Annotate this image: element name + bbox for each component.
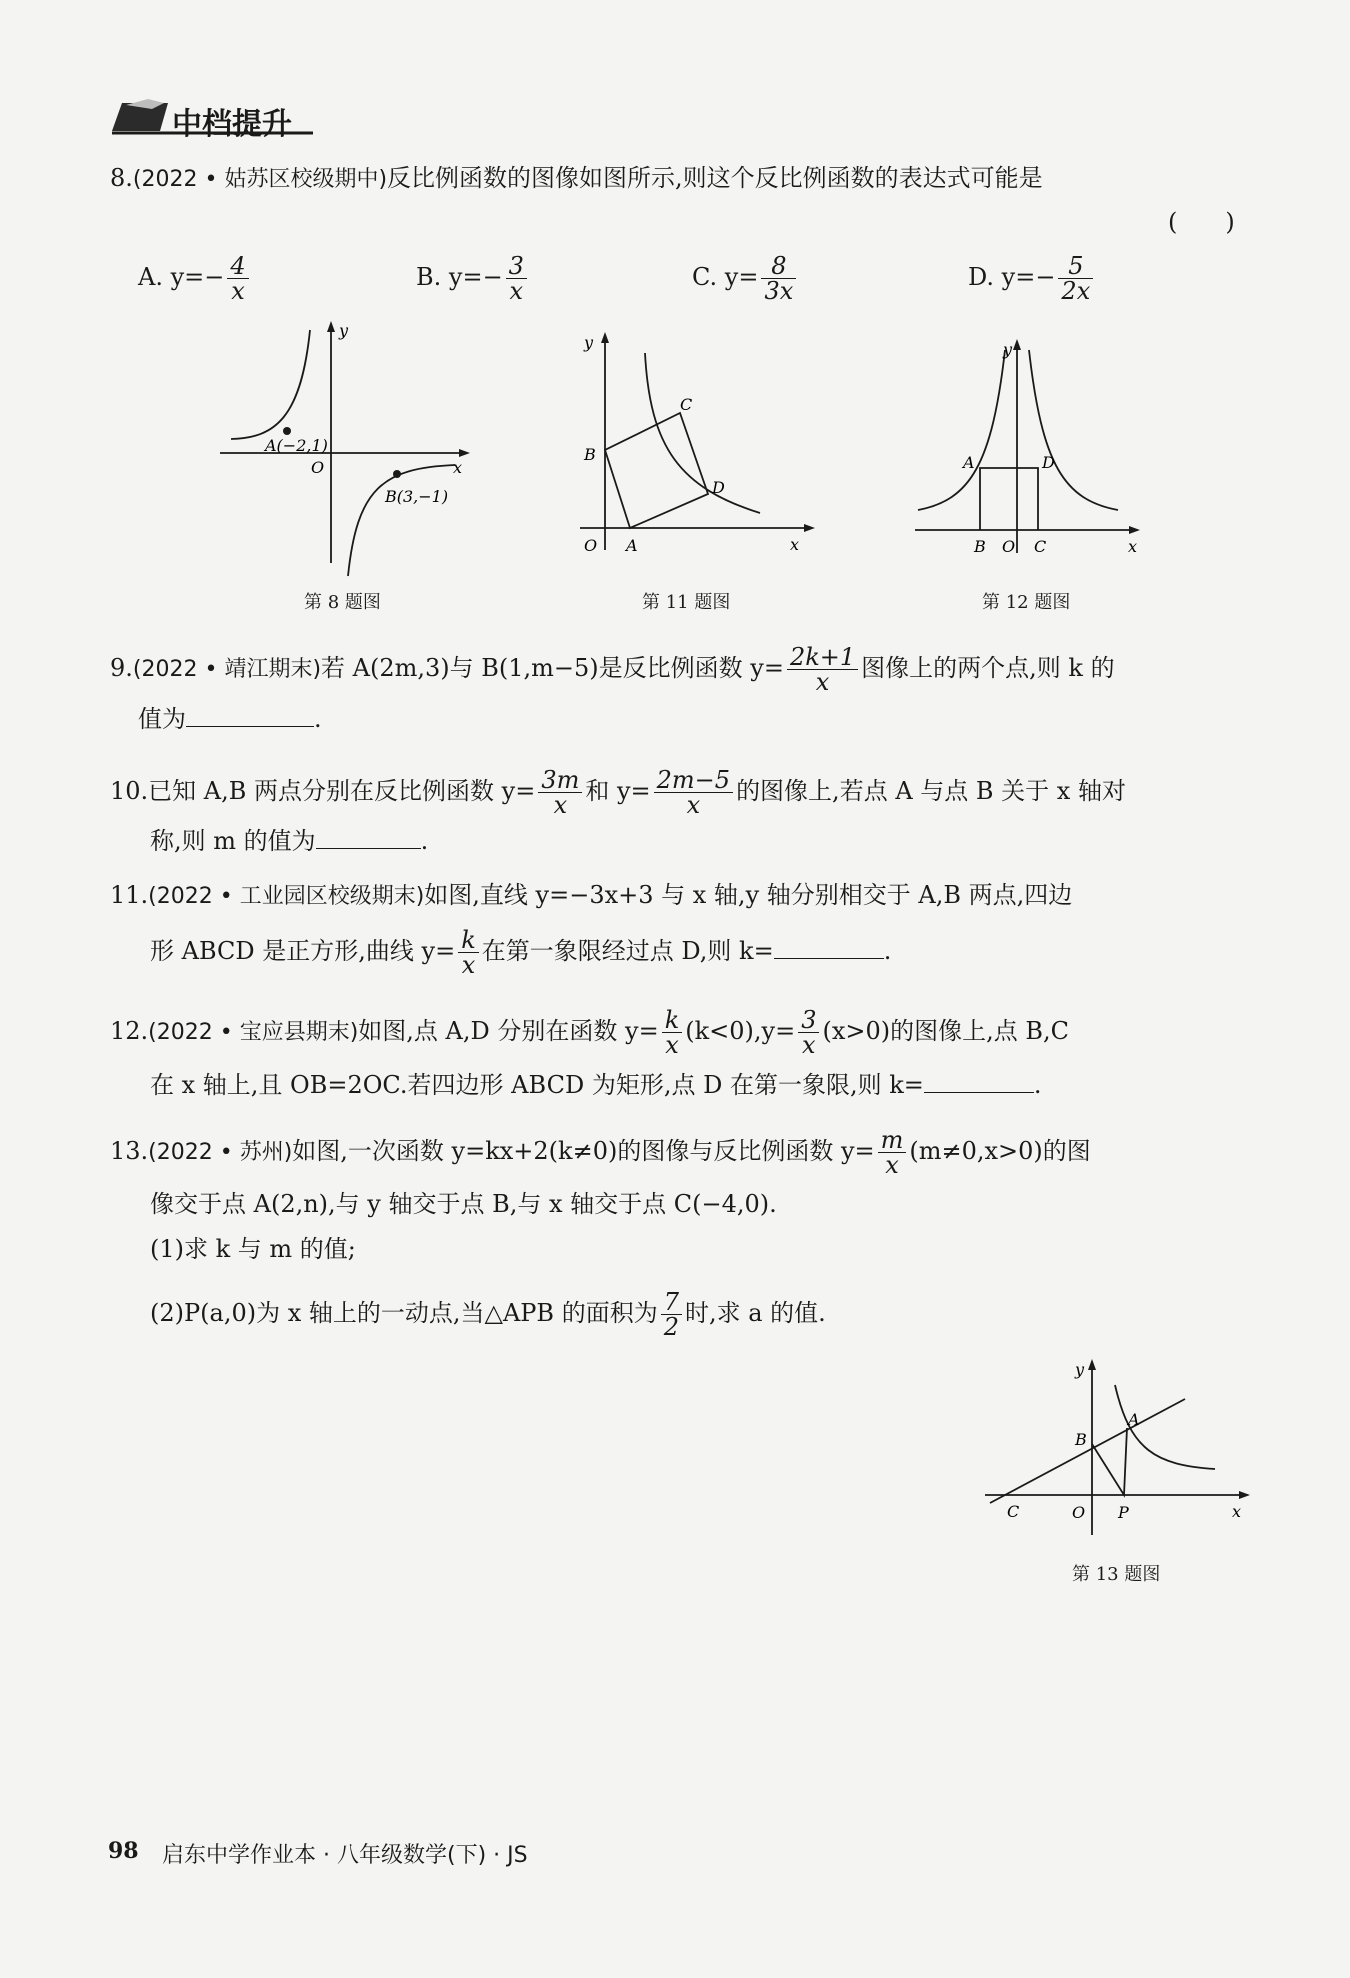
fig12-label-o: O xyxy=(1002,537,1016,556)
section-title: 中档提升 xyxy=(172,107,292,142)
q10-frac1-den: x xyxy=(553,791,568,819)
q8-option-c-num: 8 xyxy=(761,254,796,279)
fig8-label-y: y xyxy=(339,321,349,340)
fig13-label-p: P xyxy=(1118,1503,1129,1522)
fig13-label-b: B xyxy=(1075,1430,1087,1449)
q8-option-d[interactable] xyxy=(968,254,1096,303)
q12-frac1-den: x xyxy=(665,1031,679,1059)
question-11 xyxy=(110,878,1072,914)
fig13-line-cb xyxy=(990,1399,1185,1503)
q9-frac-den: x xyxy=(815,668,830,696)
q10-frac2-den: x xyxy=(686,791,701,819)
q12-line-2 xyxy=(150,1068,1042,1102)
fig13-label-o: O xyxy=(1072,1503,1086,1522)
fig8-caption: 第 8 题图 xyxy=(304,592,381,613)
q8-option-d-num: 5 xyxy=(1058,254,1093,279)
fig8-label-a: A(−2,1) xyxy=(265,436,328,455)
fig8-point-b xyxy=(393,470,401,478)
q12-number: 12. xyxy=(110,1017,149,1045)
fig11-square xyxy=(605,413,708,528)
q10-answer-blank[interactable] xyxy=(316,824,421,849)
fig13-triangle-apb xyxy=(1092,1428,1127,1495)
fig12-label-a: A xyxy=(963,453,975,472)
q13-text-1: 如图,一次函数 y=kx+2(k≠0)的图像与反比例函数 y= xyxy=(292,1137,875,1165)
fig8-curve-upper-left xyxy=(231,330,310,439)
q13-part-1: (1)求 k 与 m 的值; xyxy=(150,1235,356,1263)
q8-option-b[interactable] xyxy=(416,254,530,303)
q13-line-2: 像交于点 A(2,n),与 y 轴交于点 B,与 x 轴交于点 C(−4,0). xyxy=(150,1190,777,1218)
q8-text: 反比例函数的图像如图所示,则这个反比例函数的表达式可能是 xyxy=(387,164,1043,192)
q11-text-1: 如图,直线 y=−3x+3 与 x 轴,y 轴分别相交于 A,B 两点,四边 xyxy=(424,881,1073,909)
q12-answer-blank[interactable] xyxy=(924,1068,1034,1093)
q8-answer-bracket[interactable]: ( ) xyxy=(1168,208,1235,236)
q10-text-2: 和 y= xyxy=(585,777,651,805)
q13-part-2-frac-den: 2 xyxy=(663,1313,679,1341)
q8-option-a-den: x xyxy=(231,277,245,305)
q12-text-2: (k<0),y= xyxy=(685,1017,796,1045)
q11-frac-den: x xyxy=(461,951,476,979)
question-10 xyxy=(110,768,1126,817)
q12-text-1: 如图,点 A,D 分别在函数 y= xyxy=(358,1017,659,1045)
q8-option-a-label: A. y=− xyxy=(138,263,225,291)
q10-text-3: 的图像上,若点 A 与点 B 关于 x 轴对 xyxy=(736,777,1126,805)
q10-line-2 xyxy=(150,824,428,858)
q11-frac-num: k xyxy=(458,928,479,953)
fig12-label-x: x xyxy=(1128,537,1138,556)
fig8-label-o: O xyxy=(311,458,325,477)
q11-line-2 xyxy=(150,928,891,977)
q8-option-c-den: 3x xyxy=(764,277,794,305)
fig11-curve xyxy=(645,353,760,513)
q9-source: (2022 • 靖江期末) xyxy=(132,657,322,682)
q9-text-1: 若 A(2m,3)与 B(1,m−5)是反比例函数 y= xyxy=(321,654,784,682)
fig11-label-d: D xyxy=(712,478,725,497)
q9-line-2 xyxy=(138,702,322,736)
fig11-label-x: x xyxy=(790,535,800,554)
q13-part-2-frac-num: 7 xyxy=(661,1290,682,1315)
q13-source: (2022 • 苏州) xyxy=(148,1140,293,1165)
fig13-label-x: x xyxy=(1232,1502,1242,1521)
fig13-label-y: y xyxy=(1075,1360,1085,1379)
q10-frac1-num: 3m xyxy=(538,768,582,793)
q9-text-2: 图像上的两个点,则 k 的 xyxy=(861,654,1115,682)
q8-option-c[interactable] xyxy=(692,254,799,303)
fig8-curve-lower-right xyxy=(348,465,455,576)
fig11-label-a: A xyxy=(626,536,638,555)
q10-text-5: . xyxy=(420,827,429,855)
fig11-label-c: C xyxy=(680,395,693,414)
q12-text-4: 在 x 轴上,且 OB=2OC.若四边形 ABCD 为矩形,点 D 在第一象限,则 k= xyxy=(150,1071,924,1099)
book-title: 启东中学作业本 · 八年级数学(下) · JS xyxy=(162,1843,528,1868)
q13-part-2 xyxy=(150,1290,826,1339)
figure-11 xyxy=(570,328,820,568)
q11-text-4: . xyxy=(883,937,892,965)
q12-source: (2022 • 宝应县期末) xyxy=(148,1020,359,1045)
question-9 xyxy=(110,645,1115,694)
figure-8 xyxy=(215,318,475,578)
q13-part-2-text-b: 时,求 a 的值. xyxy=(684,1299,826,1327)
q8-option-a[interactable] xyxy=(138,254,252,303)
q12-frac2-num: 3 xyxy=(798,1008,819,1033)
question-8 xyxy=(110,161,1043,197)
question-13 xyxy=(110,1128,1091,1177)
q13-number: 13. xyxy=(110,1137,149,1165)
q9-number: 9. xyxy=(110,654,133,682)
fig12-label-y: y xyxy=(1003,340,1013,359)
q12-text-5: . xyxy=(1033,1071,1042,1099)
q11-answer-blank[interactable] xyxy=(774,934,884,959)
q8-option-c-label: C. y= xyxy=(692,263,759,291)
q12-frac2-den: x xyxy=(802,1031,816,1059)
fig12-label-b: B xyxy=(974,537,986,556)
q11-source: (2022 • 工业园区校级期末) xyxy=(148,884,425,909)
q8-source: (2022 • 姑苏区校级期中) xyxy=(132,167,388,192)
q9-text-4: . xyxy=(314,705,322,733)
q8-option-a-num: 4 xyxy=(227,254,248,279)
fig11-label-b: B xyxy=(584,445,596,464)
q13-frac-num: m xyxy=(878,1128,907,1153)
q10-text-1: 已知 A,B 两点分别在反比例函数 y= xyxy=(148,777,536,805)
fig13-label-c: C xyxy=(1007,1502,1020,1521)
q9-answer-blank[interactable] xyxy=(186,702,314,727)
section-header xyxy=(108,95,318,142)
q9-text-3: 值为 xyxy=(138,705,186,733)
q12-frac1-num: k xyxy=(662,1008,683,1033)
q8-option-b-den: x xyxy=(509,277,524,305)
figure-13 xyxy=(980,1355,1255,1550)
q8-option-d-den: 2x xyxy=(1061,277,1091,305)
q10-frac2-num: 2m−5 xyxy=(654,768,733,793)
fig12-label-d: D xyxy=(1042,453,1055,472)
fig12-caption: 第 12 题图 xyxy=(982,592,1071,613)
q13-frac-den: x xyxy=(885,1151,899,1179)
fig11-label-o: O xyxy=(584,536,598,555)
figure-12 xyxy=(910,335,1150,570)
fig8-label-b: B(3,−1) xyxy=(385,487,449,506)
q11-text-2: 形 ABCD 是正方形,曲线 y= xyxy=(150,937,456,965)
question-12 xyxy=(110,1008,1069,1057)
q11-number: 11. xyxy=(110,881,149,909)
q10-text-4: 称,则 m 的值为 xyxy=(150,827,316,855)
fig11-label-y: y xyxy=(584,333,594,352)
fig12-curve-right xyxy=(1029,350,1118,510)
q10-number: 10. xyxy=(110,777,149,805)
q13-part-2-text-a: (2)P(a,0)为 x 轴上的一动点,当△APB 的面积为 xyxy=(150,1299,658,1327)
fig12-label-c: C xyxy=(1034,537,1047,556)
q9-frac-num: 2k+1 xyxy=(787,645,858,670)
fig12-rectangle xyxy=(980,468,1038,530)
fig8-label-x: x xyxy=(453,458,463,477)
q12-text-3: (x>0)的图像上,点 B,C xyxy=(822,1017,1069,1045)
q8-option-b-label: B. y=− xyxy=(416,263,503,291)
fig13-caption: 第 13 题图 xyxy=(1072,1564,1161,1585)
q8-option-b-num: 3 xyxy=(506,254,527,279)
fig11-caption: 第 11 题图 xyxy=(642,592,731,613)
fig8-point-a xyxy=(283,427,291,435)
q8-number: 8. xyxy=(110,164,133,192)
fig13-label-a: A xyxy=(1128,1410,1140,1429)
page-number: 98 xyxy=(108,1838,139,1864)
q13-text-2: (m≠0,x>0)的图 xyxy=(909,1137,1091,1165)
q8-option-d-label: D. y=− xyxy=(968,263,1056,291)
fig12-curve-left xyxy=(918,350,1005,510)
q11-text-3: 在第一象限经过点 D,则 k= xyxy=(481,937,774,965)
